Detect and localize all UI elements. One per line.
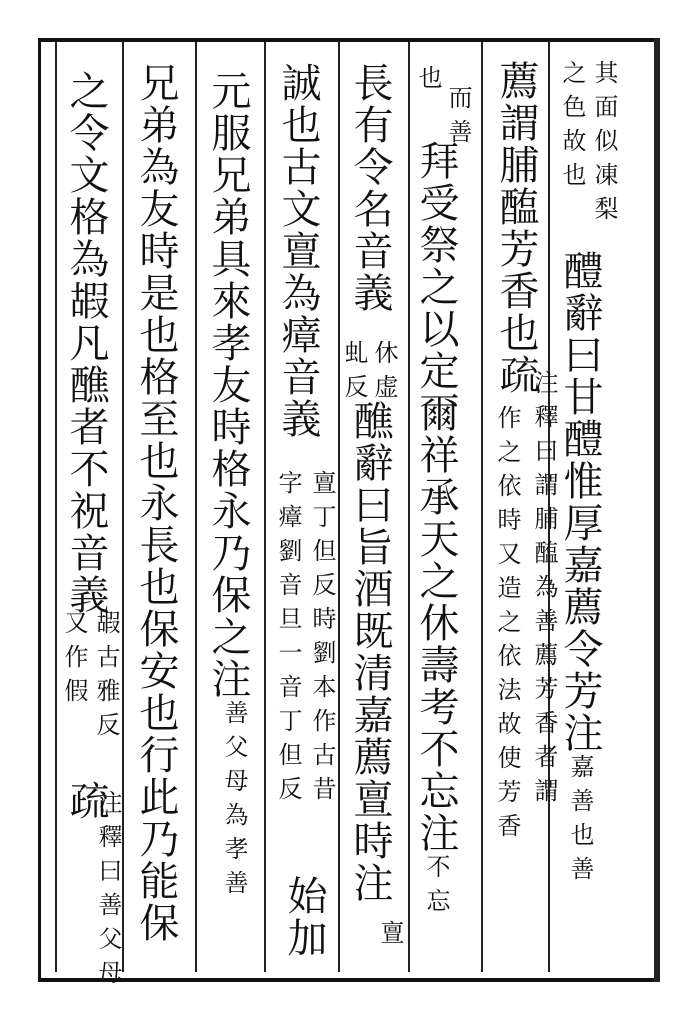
main-text: 拜受祭之以定爾祥承天之休壽考不忘注 [413, 140, 459, 854]
annotation-text: 也 [414, 65, 442, 99]
text-column [205, 70, 251, 700]
column-rule [408, 42, 410, 972]
annotation-text: 而善 [444, 85, 472, 153]
annotation-text: 虬反 [340, 340, 368, 408]
text-column [94, 610, 118, 746]
text-column [413, 140, 459, 922]
main-text: 始加 [281, 875, 327, 959]
annotation-text: 作之依時又造之依法故使芳香 [493, 405, 521, 847]
page-fold-edge [654, 38, 660, 982]
text-column [493, 60, 539, 396]
text-column [222, 700, 246, 904]
text-column [532, 370, 556, 812]
column-rule [338, 42, 340, 972]
annotation-text: 又作假 [60, 610, 88, 712]
column-rule [264, 42, 266, 972]
annotation-text: 字瘴劉音旦一音丁但反 [274, 470, 302, 810]
annotation-text: 之色故也 [558, 60, 586, 196]
text-column [372, 340, 396, 408]
main-text: 誠也古文亶為瘴音義 [275, 62, 321, 440]
annotation-text: 休虚 [370, 340, 398, 408]
column-rule [195, 42, 197, 972]
text-column [378, 920, 402, 954]
text-column [275, 62, 321, 440]
text-column [96, 790, 120, 994]
annotation-text: 不忘 [422, 854, 450, 922]
annotation-text: 注釋曰善父母 [94, 790, 122, 994]
text-column [133, 62, 179, 944]
main-text: 兄弟為友時是也格至也永長也保安也行此乃能保 [133, 62, 179, 944]
annotation-text: 嘉善也善 [566, 754, 594, 890]
annotation-text: 亶 [376, 920, 404, 954]
main-text: 醴辭曰甘醴惟厚嘉薦令芳注 [557, 250, 603, 754]
annotation-text: 其面似凍梨 [590, 60, 618, 230]
text-column [416, 65, 440, 99]
main-text: 醮辭曰旨酒既清嘉薦亶時注 [347, 400, 393, 904]
text-column [347, 400, 393, 904]
annotation-text: 善父母為孝善 [220, 700, 248, 904]
text-column [310, 470, 334, 810]
text-column [347, 62, 393, 314]
main-text: 長有令名音義 [347, 62, 393, 314]
annotation-text: 注釋曰謂脯醢為善薦芳香者謂 [530, 370, 558, 812]
text-column [63, 70, 109, 616]
main-text: 薦謂脯醢芳香也疏 [493, 60, 539, 396]
column-rule [481, 42, 483, 972]
text-column [557, 250, 603, 890]
main-text: 疏 [63, 780, 109, 822]
column-rule [122, 42, 124, 972]
annotation-text: 亶丁但反時劉本作古昔 [308, 470, 336, 810]
column-rule [55, 42, 57, 972]
main-text: 之令文格為嘏凡醮者不祝音義 [63, 70, 109, 616]
text-column [592, 60, 616, 230]
text-column [281, 875, 327, 959]
text-column [495, 405, 519, 847]
text-column [560, 60, 584, 196]
text-column [342, 340, 366, 408]
text-column [62, 610, 86, 712]
annotation-text: 嘏古雅反 [92, 610, 120, 746]
text-column [276, 470, 300, 810]
main-text: 元服兄弟具來孝友時格永乃保之注 [205, 70, 251, 700]
